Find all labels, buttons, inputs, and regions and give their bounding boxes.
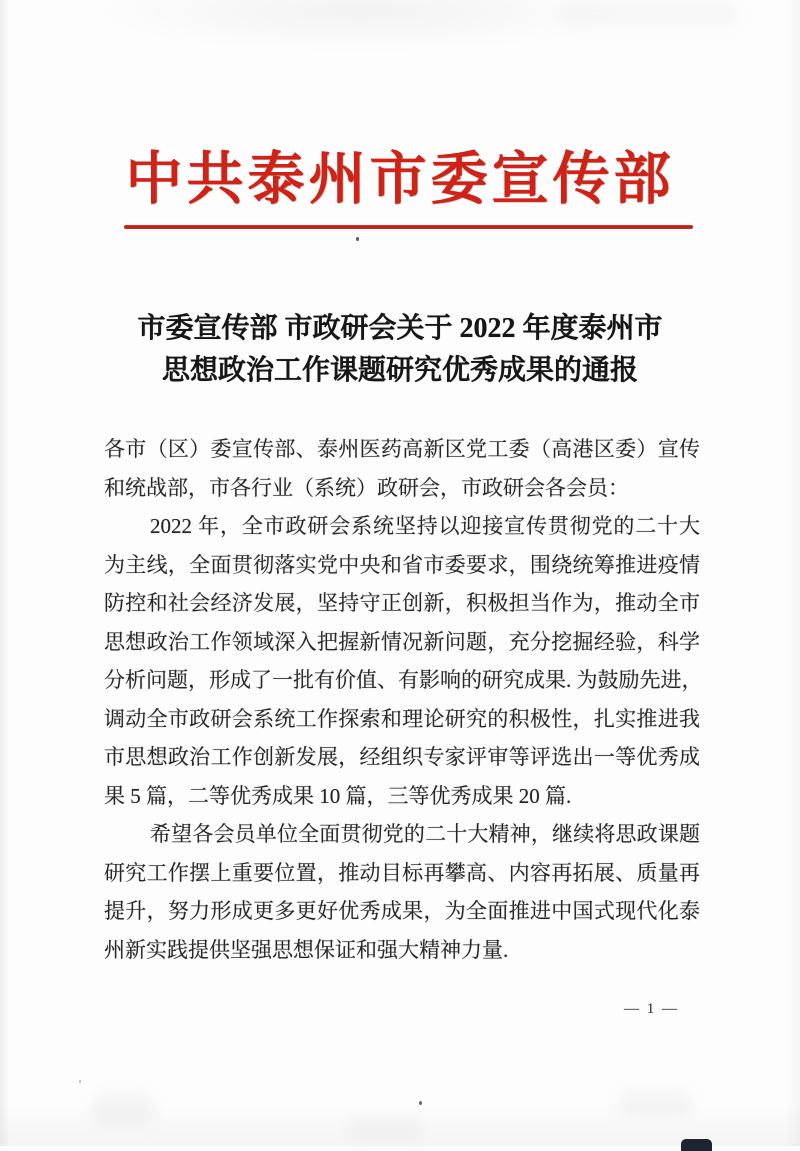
- agency-header: 中共泰州市委宣传部: [125, 148, 675, 211]
- document-title-line1: 市委宣传部 市政研会关于 2022 年度泰州市: [137, 313, 663, 344]
- body-line: 希望各会员单位全面贯彻党的二十大精神，继续将思政课题: [150, 822, 700, 846]
- body-line: 2022 年，全市政研会系统坚持以迎接宣传贯彻党的二十大: [150, 514, 700, 538]
- salutation-line: 各市（区）委宣传部、泰州医药高新区党工委（高港区委）宣传: [104, 437, 700, 461]
- body-line: 研究工作摆上重要位置，推动目标再攀高、内容再拓展、质量再: [104, 860, 700, 885]
- scan-shading: [348, 1120, 422, 1138]
- body-line: 调动全市政研会系统工作探索和理论研究的积极性，扎实推进我: [104, 706, 700, 731]
- scan-speck: [79, 1080, 81, 1083]
- scan-speck: [419, 1101, 422, 1105]
- scan-shading: [618, 1090, 692, 1116]
- body-line: 为主线，全面贯彻落实党中央和省市委要求，围绕统筹推进疫情: [104, 552, 700, 577]
- scan-corner-artifact: [681, 1139, 712, 1151]
- body-line: 果 5 篇，二等优秀成果 10 篇，三等优秀成果 20 篇.: [104, 783, 572, 808]
- scan-shading: [560, 2, 740, 28]
- document-title-line2: 思想政治工作课题研究优秀成果的通报: [161, 355, 638, 386]
- red-divider-line: [124, 225, 693, 229]
- scan-shading: [92, 1092, 154, 1126]
- page-number: — 1 —: [624, 1001, 679, 1017]
- body-line: 市思想政治工作创新发展，经组织专家评审等评选出一等优秀成: [104, 745, 700, 769]
- body-line: 分析问题，形成了一批有价值、有影响的研究成果. 为鼓励先进，: [104, 668, 703, 692]
- body-line: 防控和社会经济发展，坚持守正创新，积极担当作为，推动全市: [104, 591, 700, 615]
- body-line: 提升，努力形成更多更好优秀成果，为全面推进中国式现代化泰: [104, 899, 700, 923]
- salutation-line: 和统战部，市各行业（系统）政研会，市政研会各会员：: [104, 475, 629, 500]
- document-title: [60, 308, 740, 392]
- body-line: 思想政治工作领域深入把握新情况新问题，充分挖掘经验，科学: [104, 629, 700, 654]
- scan-speck: [356, 237, 359, 241]
- body-line: 州新实践提供坚强思想保证和强大精神力量.: [104, 937, 509, 962]
- document-body: [104, 430, 703, 969]
